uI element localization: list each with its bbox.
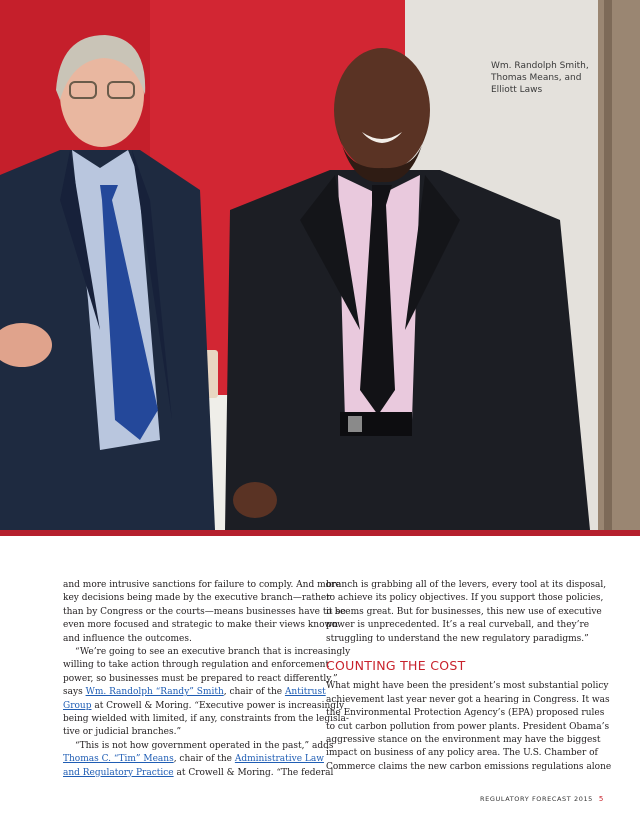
text-line	[63, 700, 345, 713]
left-paragraph-3	[63, 740, 334, 780]
section-heading: COUNTING THE COST	[326, 658, 466, 674]
left-column	[63, 579, 351, 780]
text-line	[63, 686, 326, 699]
text-line: impact on business of any policy area. The U.S. Chamber of	[326, 748, 598, 759]
left-paragraph-1	[63, 579, 346, 646]
text-line: power is unprecedented. It’s a real curveball, and they’re	[326, 620, 590, 631]
text-line: it seems great. But for businesses, this new use of executive	[326, 606, 602, 617]
text-line: and more intrusive sanctions for failure to comply. And more	[63, 580, 341, 590]
text-fragment: , chair of the	[223, 687, 285, 698]
text-line: Commerce claims the new carbon emissions regulations alone	[326, 761, 612, 772]
page-number: 5	[598, 795, 604, 803]
text-line: to cut carbon pollution from power plants. President Obama’s	[326, 721, 610, 732]
text-line: willing to take action through regulation and enforcement	[63, 660, 330, 671]
text-line: “We’re going to see an executive branch that is increasingly	[75, 647, 351, 658]
right-column	[326, 579, 612, 774]
text-line: aggressive stance on the environment may have the biggest	[326, 735, 601, 746]
text-line	[63, 753, 324, 766]
text-fragment: , chair of the	[173, 754, 235, 765]
antitrust-group-link-cont[interactable]: Group	[63, 700, 92, 711]
text-line: than by Congress or the courts—means businesses have to be	[63, 606, 346, 617]
text-line	[63, 767, 334, 780]
caption-line: Elliott Laws	[491, 85, 543, 95]
photo-red-rule	[0, 530, 640, 536]
text-line: and influence the outcomes.	[63, 633, 192, 644]
text-fragment: says	[63, 687, 86, 698]
admin-law-practice-link[interactable]: Administrative Law	[234, 754, 324, 765]
caption-line: Thomas Means, and	[491, 73, 582, 83]
text-line: What might have been the president’s most substantial policy	[326, 681, 609, 692]
text-line: achievement last year never got a hearing in Congress. It was	[326, 694, 610, 705]
text-line: branch is grabbing all of the levers, every tool at its disposal,	[326, 580, 607, 590]
means-profile-link[interactable]: Thomas C. “Tim” Means	[63, 754, 174, 765]
right-paragraph-2	[326, 680, 612, 774]
page-footer	[480, 795, 604, 805]
left-paragraph-2	[63, 646, 351, 740]
text-line: “This is not how government operated in the past,” adds	[75, 740, 334, 751]
caption-line: Wm. Randolph Smith,	[491, 61, 589, 71]
text-line: key decisions being made by the executive branch—rather	[63, 593, 331, 604]
right-paragraph-1	[326, 579, 607, 646]
photo-caption	[491, 60, 609, 96]
text-line: being wielded with limited, if any, constraints from the legisla-	[63, 714, 349, 725]
text-line: to achieve its policy objectives. If you support those policies,	[326, 593, 604, 604]
admin-law-practice-link-cont[interactable]: and Regulatory Practice	[63, 767, 174, 778]
text-line: tive or judicial branches.”	[63, 727, 182, 738]
text-fragment: at Crowell & Moring. “Executive power is increasingly	[91, 700, 345, 711]
publication-title: REGULATORY FORECAST 2015	[480, 795, 593, 803]
text-line: the Environmental Protection Agency’s (EPA) proposed rules	[326, 708, 605, 719]
text-line: power, so businesses must be prepared to react differently,”	[63, 673, 338, 684]
text-line: even more focused and strategic to make their views known	[63, 620, 339, 631]
text-fragment: at Crowell & Moring. “The federal	[173, 767, 334, 778]
smith-profile-link[interactable]: Wm. Randolph “Randy” Smith	[85, 687, 224, 698]
text-line: struggling to understand the new regulatory paradigms.”	[326, 633, 589, 644]
antitrust-group-link[interactable]: Antitrust	[284, 687, 326, 698]
